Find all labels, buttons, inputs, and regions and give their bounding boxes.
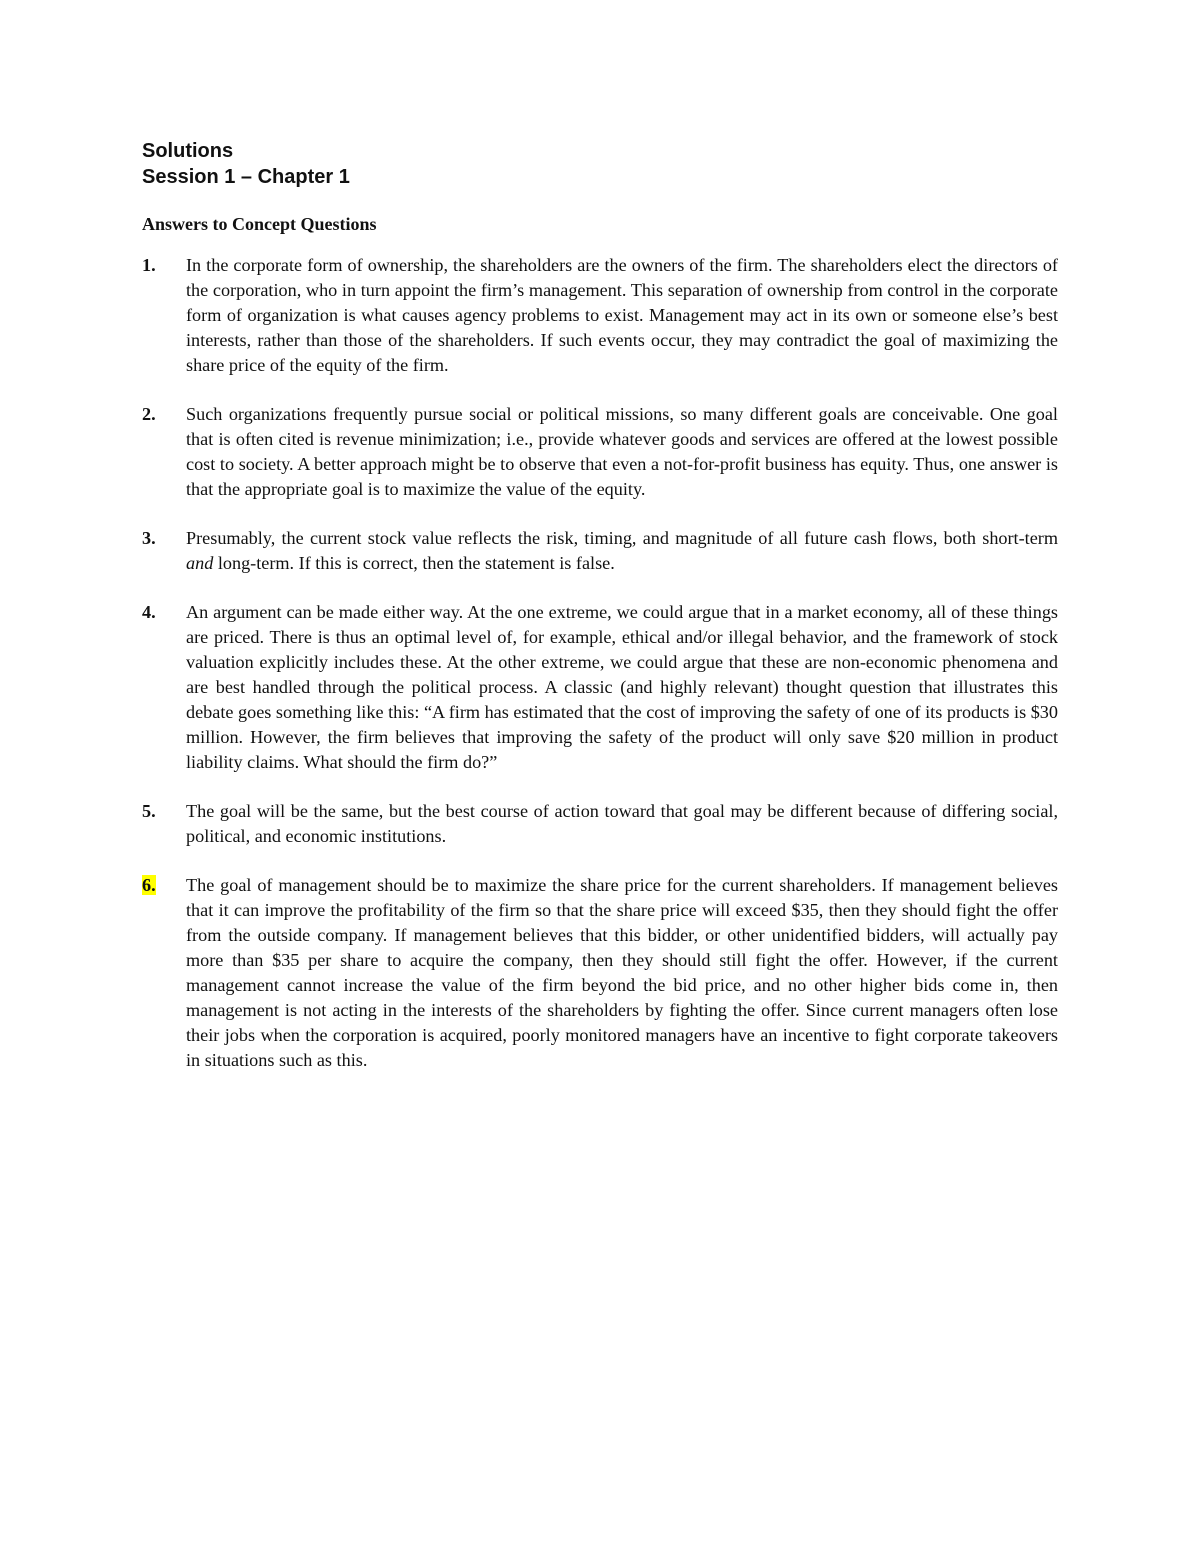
answer-number: 3. xyxy=(142,528,156,548)
answer-text xyxy=(186,526,1058,576)
answer-text: The goal will be the same, but the best course of action toward that goal may be different because of differing social, political, and economic institutions. xyxy=(186,801,1058,846)
answer-text-emphasis: and xyxy=(186,553,214,573)
answer-number-cell xyxy=(142,873,186,1073)
answer-text: The goal of management should be to maximize the share price for the current shareholders. If management believes that it can improve the profitability of the firm so that the share price will exceed $35, then they should fight the offer from the outside company. If management believes that this bidder, or other unidentified bidders, will actually pay more than $35 per share to acquire the company, then they should still fight the offer. However, if the current management cannot increase the value of the firm beyond the bid price, and no other higher bids come in, then management is not acting in the interests of the shareholders by fighting the offer. Since current managers often lose their jobs when the corporation is acquired, poorly monitored managers have an incentive to fight corporate takeovers in situations such as this. xyxy=(186,875,1058,1070)
answer-item xyxy=(142,402,1058,502)
answer-item xyxy=(142,799,1058,849)
answer-text: In the corporate form of ownership, the shareholders are the owners of the firm. The shareholders elect the directors of the corporation, who in turn appoint the firm’s management. This separation of ownership from control in the corporate form of organization is what causes agency problems to exist. Management may act in its own or someone else’s best interests, rather than those of the shareholders. If such events occur, they may contradict the goal of maximizing the share price of the equity of the firm. xyxy=(186,255,1058,375)
answer-text: An argument can be made either way. At the one extreme, we could argue that in a market economy, all of these things are priced. There is thus an optimal level of, for example, ethical and/or illegal behavior, and the framework of stock valuation explicitly includes these. At the other extreme, we could argue that these are non-economic phenomena and are best handled through the political process. A classic (and highly relevant) thought question that illustrates this debate goes something like this: “A firm has estimated that the cost of improving the safety of one of its products is $30 million. However, the firm believes that improving the safety of the product will only save $20 million in product liability claims. What should the firm do?” xyxy=(186,602,1058,772)
answer-item xyxy=(142,253,1058,378)
answer-number: 2. xyxy=(142,404,156,424)
document-page xyxy=(142,138,1058,1097)
answer-item xyxy=(142,600,1058,775)
answer-item xyxy=(142,526,1058,576)
section-heading: Answers to Concept Questions xyxy=(142,214,377,234)
document-subtitle: Session 1 – Chapter 1 xyxy=(142,166,350,188)
answer-number: 1. xyxy=(142,255,156,275)
highlighted-answer-number: 6. xyxy=(142,875,156,895)
answer-item xyxy=(142,873,1058,1073)
document-title: Solutions xyxy=(142,140,234,162)
answer-text-part: long-term. If this is correct, then the statement is false. xyxy=(213,553,615,573)
answer-number: 4. xyxy=(142,602,156,622)
answer-number: 5. xyxy=(142,801,156,821)
answer-text-part: Presumably, the current stock value reflects the risk, timing, and magnitude of all future cash flows, both short-term xyxy=(186,528,1058,548)
answer-text: Such organizations frequently pursue social or political missions, so many different goals are conceivable. One goal that is often cited is revenue minimization; i.e., provide whatever goods and services are offered at the lowest possible cost to society. A better approach might be to observe that even a not-for-profit business has equity. Thus, one answer is that the appropriate goal is to maximize the value of the equity. xyxy=(186,404,1058,499)
